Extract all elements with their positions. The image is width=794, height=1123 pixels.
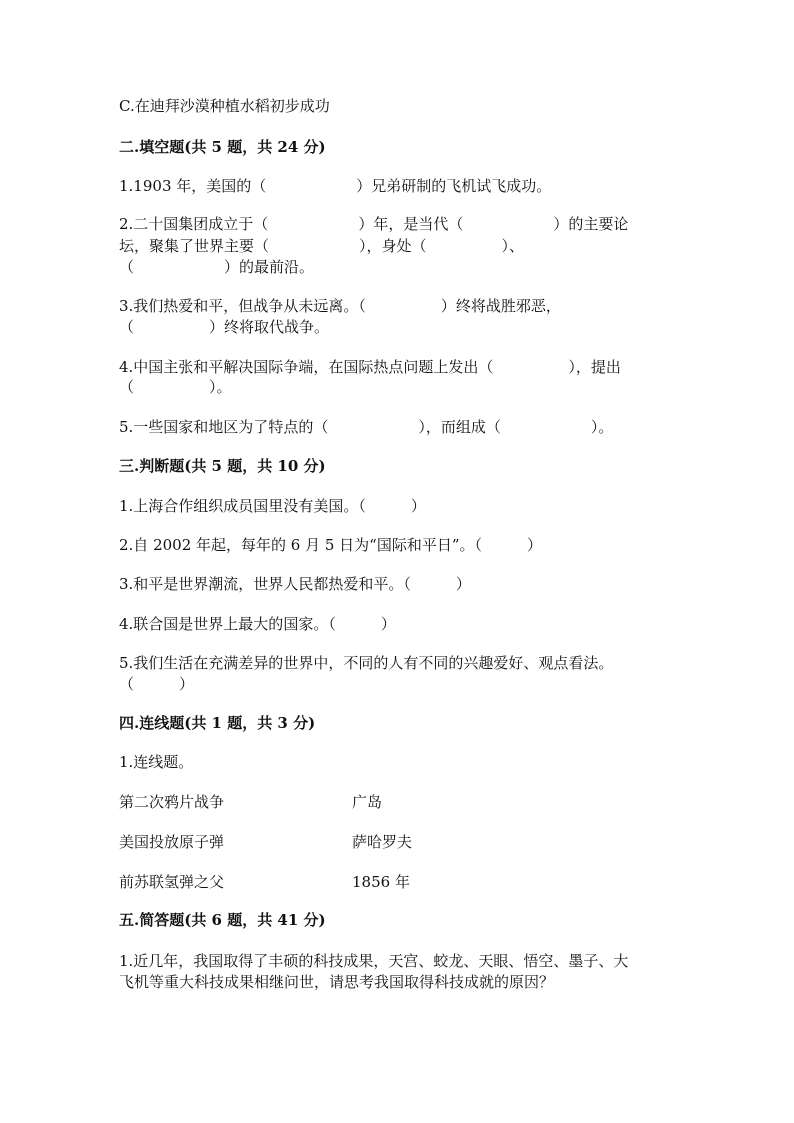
matching-question-1: 1.连线题。 [119, 753, 194, 771]
judge-question-3: 3.和平是世界潮流，世界人民都热爱和平。（ ） [119, 575, 471, 593]
matching-right-item: 1856 年 [352, 873, 410, 891]
section-3-heading: 三.判断题(共 5 题，共 10 分) [119, 457, 326, 475]
matching-left-item: 前苏联氢弹之父 [119, 873, 225, 891]
judge-question-5-line-1: 5.我们生活在充满差异的世界中，不同的人有不同的兴趣爱好、观点看法。 [119, 654, 614, 672]
fill-question-4-line-1: 4.中国主张和平解决国际争端，在国际热点问题上发出（ ），提出 [119, 358, 621, 376]
matching-left-item: 第二次鸦片战争 [119, 793, 225, 811]
judge-question-1: 1.上海合作组织成员国里没有美国。（ ） [119, 497, 426, 515]
fill-question-5: 5.一些国家和地区为了特点的（ ），而组成（ ）。 [119, 418, 614, 436]
fill-question-2-line-1: 2.二十国集团成立于（ ）年，是当代（ ）的主要论 [119, 215, 629, 233]
section-2-heading: 二.填空题(共 5 题，共 24 分) [119, 138, 326, 156]
judge-question-2: 2.自 2002 年起，每年的 6 月 5 日为“国际和平日”。（ ） [119, 536, 543, 554]
previous-option-c: C.在迪拜沙漠种植水稻初步成功 [119, 97, 330, 115]
short-answer-question-1-line-2: 飞机等重大科技成果相继问世，请思考我国取得科技成就的原因？ [119, 973, 555, 991]
matching-right-item: 萨哈罗夫 [352, 833, 413, 851]
section-4-heading: 四.连线题(共 1 题，共 3 分) [119, 714, 316, 732]
fill-question-1: 1.1903 年，美国的（ ）兄弟研制的飞机试飞成功。 [119, 177, 552, 195]
judge-question-5-line-2: （ ） [119, 675, 195, 693]
judge-question-4: 4.联合国是世界上最大的国家。（ ） [119, 615, 396, 633]
fill-question-2-line-3: （ ）的最前沿。 [119, 258, 315, 276]
fill-question-2-line-2: 坛，聚集了世界主要（ ），身处（ ）、 [119, 237, 525, 255]
matching-right-item: 广岛 [352, 793, 383, 811]
fill-question-4-line-2: （ ）。 [119, 378, 232, 396]
fill-question-3-line-2: （ ）终将取代战争。 [119, 318, 330, 336]
section-5-heading: 五.简答题(共 6 题，共 41 分) [119, 911, 326, 929]
fill-question-3-line-1: 3.我们热爱和平，但战争从未远离。（ ）终将战胜邪恶， [119, 297, 561, 315]
matching-left-item: 美国投放原子弹 [119, 833, 225, 851]
short-answer-question-1-line-1: 1.近几年，我国取得了丰硕的科技成果，天宫、蛟龙、天眼、悟空、墨子、大 [119, 952, 629, 970]
